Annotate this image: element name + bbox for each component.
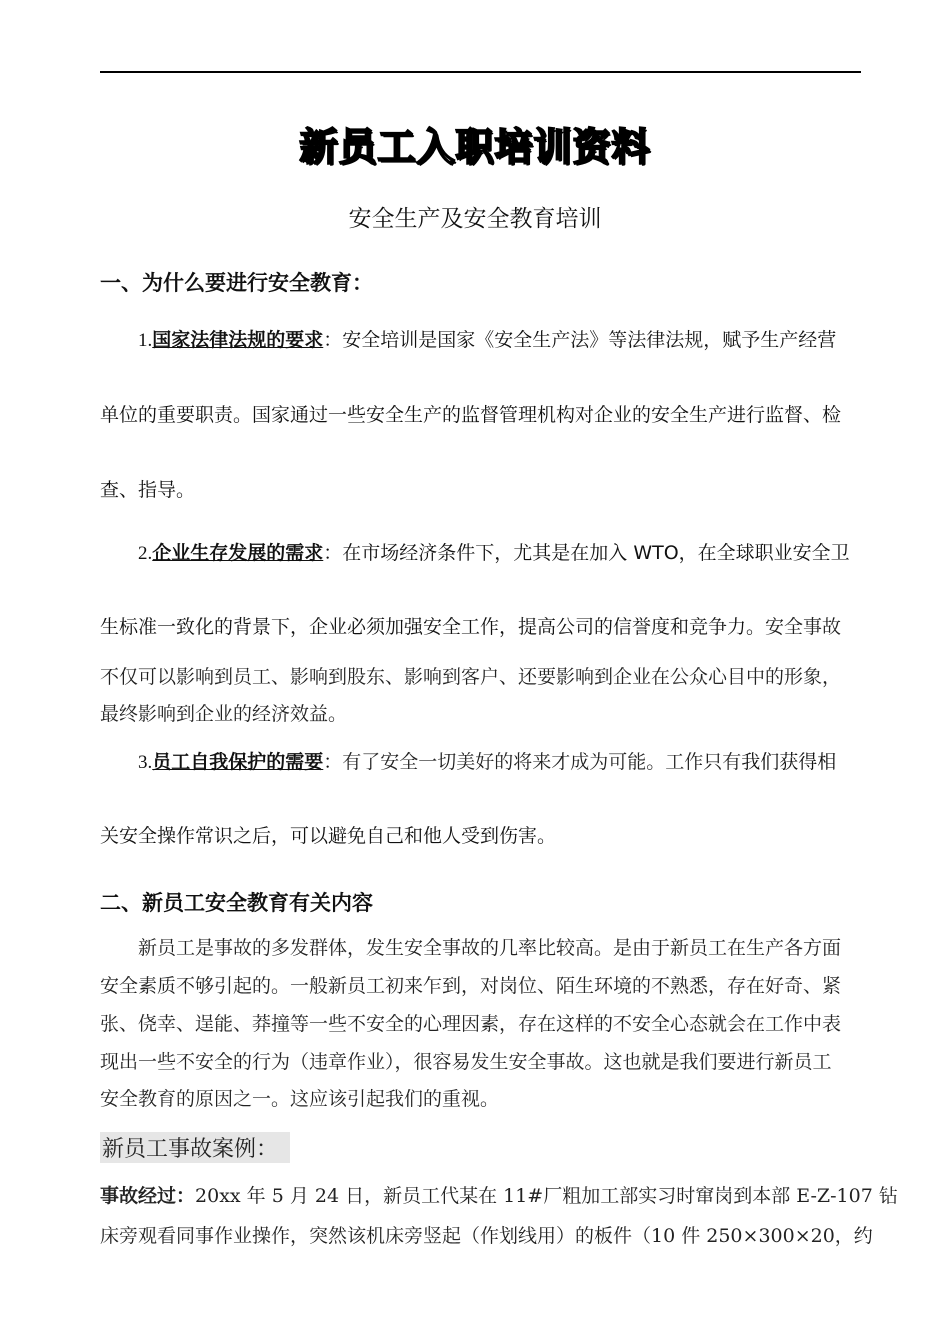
- section2-heading: 二、新员工安全教育有关内容: [100, 891, 373, 915]
- item3-text: 我们获得相: [741, 751, 837, 773]
- case-text: 20xx 年 5 月 24 日，新员工代某在 11#厂粗加工部实习时窜岗到本部 E-Z-107 钻: [195, 1185, 898, 1207]
- item2-number: 2.: [138, 543, 153, 564]
- document-title: 新员工入职培训资料: [299, 125, 651, 169]
- item1-number: 1.: [138, 330, 153, 351]
- item2-line2: [100, 615, 860, 639]
- item2-text: 安全事故: [765, 616, 842, 638]
- colon: ：: [323, 542, 343, 564]
- section1-heading: 一、为什么要进行安全教育：: [100, 271, 373, 295]
- item2-label: 企业生存发展的需求: [152, 542, 324, 564]
- section2-line: 张、侥幸、逞能、莽撞等一些不安全的心理因素，存在这样的不安全心态就会在工作中表: [100, 1013, 842, 1035]
- document-subtitle: 安全生产及安全教育培训: [348, 206, 602, 232]
- section2-line: 新员工是事故的多发群体，发生安全事故的几率比较高。是由于新员工在生产各方面: [138, 937, 842, 959]
- item2-line3: 不仅可以影响到员工、影响到股东、影响到客户、还要影响到企业在公众心目中的形象，: [100, 666, 842, 688]
- case-line1: [100, 1184, 898, 1208]
- section2-line: 现出一些不安全的行为（违章作业），很容易发生安全事故。这也就是我们要进行新员工: [100, 1051, 832, 1073]
- item1-line1: [100, 328, 898, 353]
- item2-line4: 最终影响到企业的经济效益。: [100, 703, 348, 725]
- item3-text: 有了安全一切美好的将来才成为可能。工作只有: [342, 751, 742, 773]
- item1-line3: 查、指导。: [100, 479, 196, 501]
- item1-line2: 单位的重要职责。国家通过一些安全生产的监督管理机构对企业的安全生产进行监督、检: [100, 404, 842, 426]
- section2-line: 安全教育的原因之一。这应该引起我们的重视。: [100, 1088, 500, 1110]
- case-label: 事故经过：: [100, 1185, 196, 1207]
- item3-label: 员工自我保护的需要: [152, 751, 324, 773]
- case-heading: 新员工事故案例：: [100, 1132, 290, 1163]
- colon: ：: [323, 329, 343, 351]
- item3-line1: [100, 750, 898, 775]
- item1-label: 国家法律法规的要求: [152, 329, 324, 351]
- header-rule: [100, 71, 861, 73]
- colon: ：: [323, 751, 343, 773]
- item3-number: 3.: [138, 752, 153, 773]
- section2-line: 安全素质不够引起的。一般新员工初来乍到，对岗位、陌生环境的不熟悉，存在好奇、紧: [100, 975, 842, 997]
- case-line2: 床旁观看同事作业操作，突然该机床旁竖起（作划线用）的板件（10 件 250×300×20，约: [100, 1225, 873, 1247]
- item2-text: 生标准一致化的背景下，企业必须加强安全工作，提高公司的信誉度和竞争力。: [100, 616, 766, 638]
- item2-text: 在市场经济条件下，尤其是在加入 WTO，在全球职业安全卫: [342, 542, 850, 564]
- item3-line2: 关安全操作常识之后，可以避免自己和他人受到伤害。: [100, 825, 557, 847]
- item1-text: 安全培训是国家《安全生产法》等法律法规，赋予生产经营: [342, 329, 837, 351]
- item2-line1: [100, 541, 898, 566]
